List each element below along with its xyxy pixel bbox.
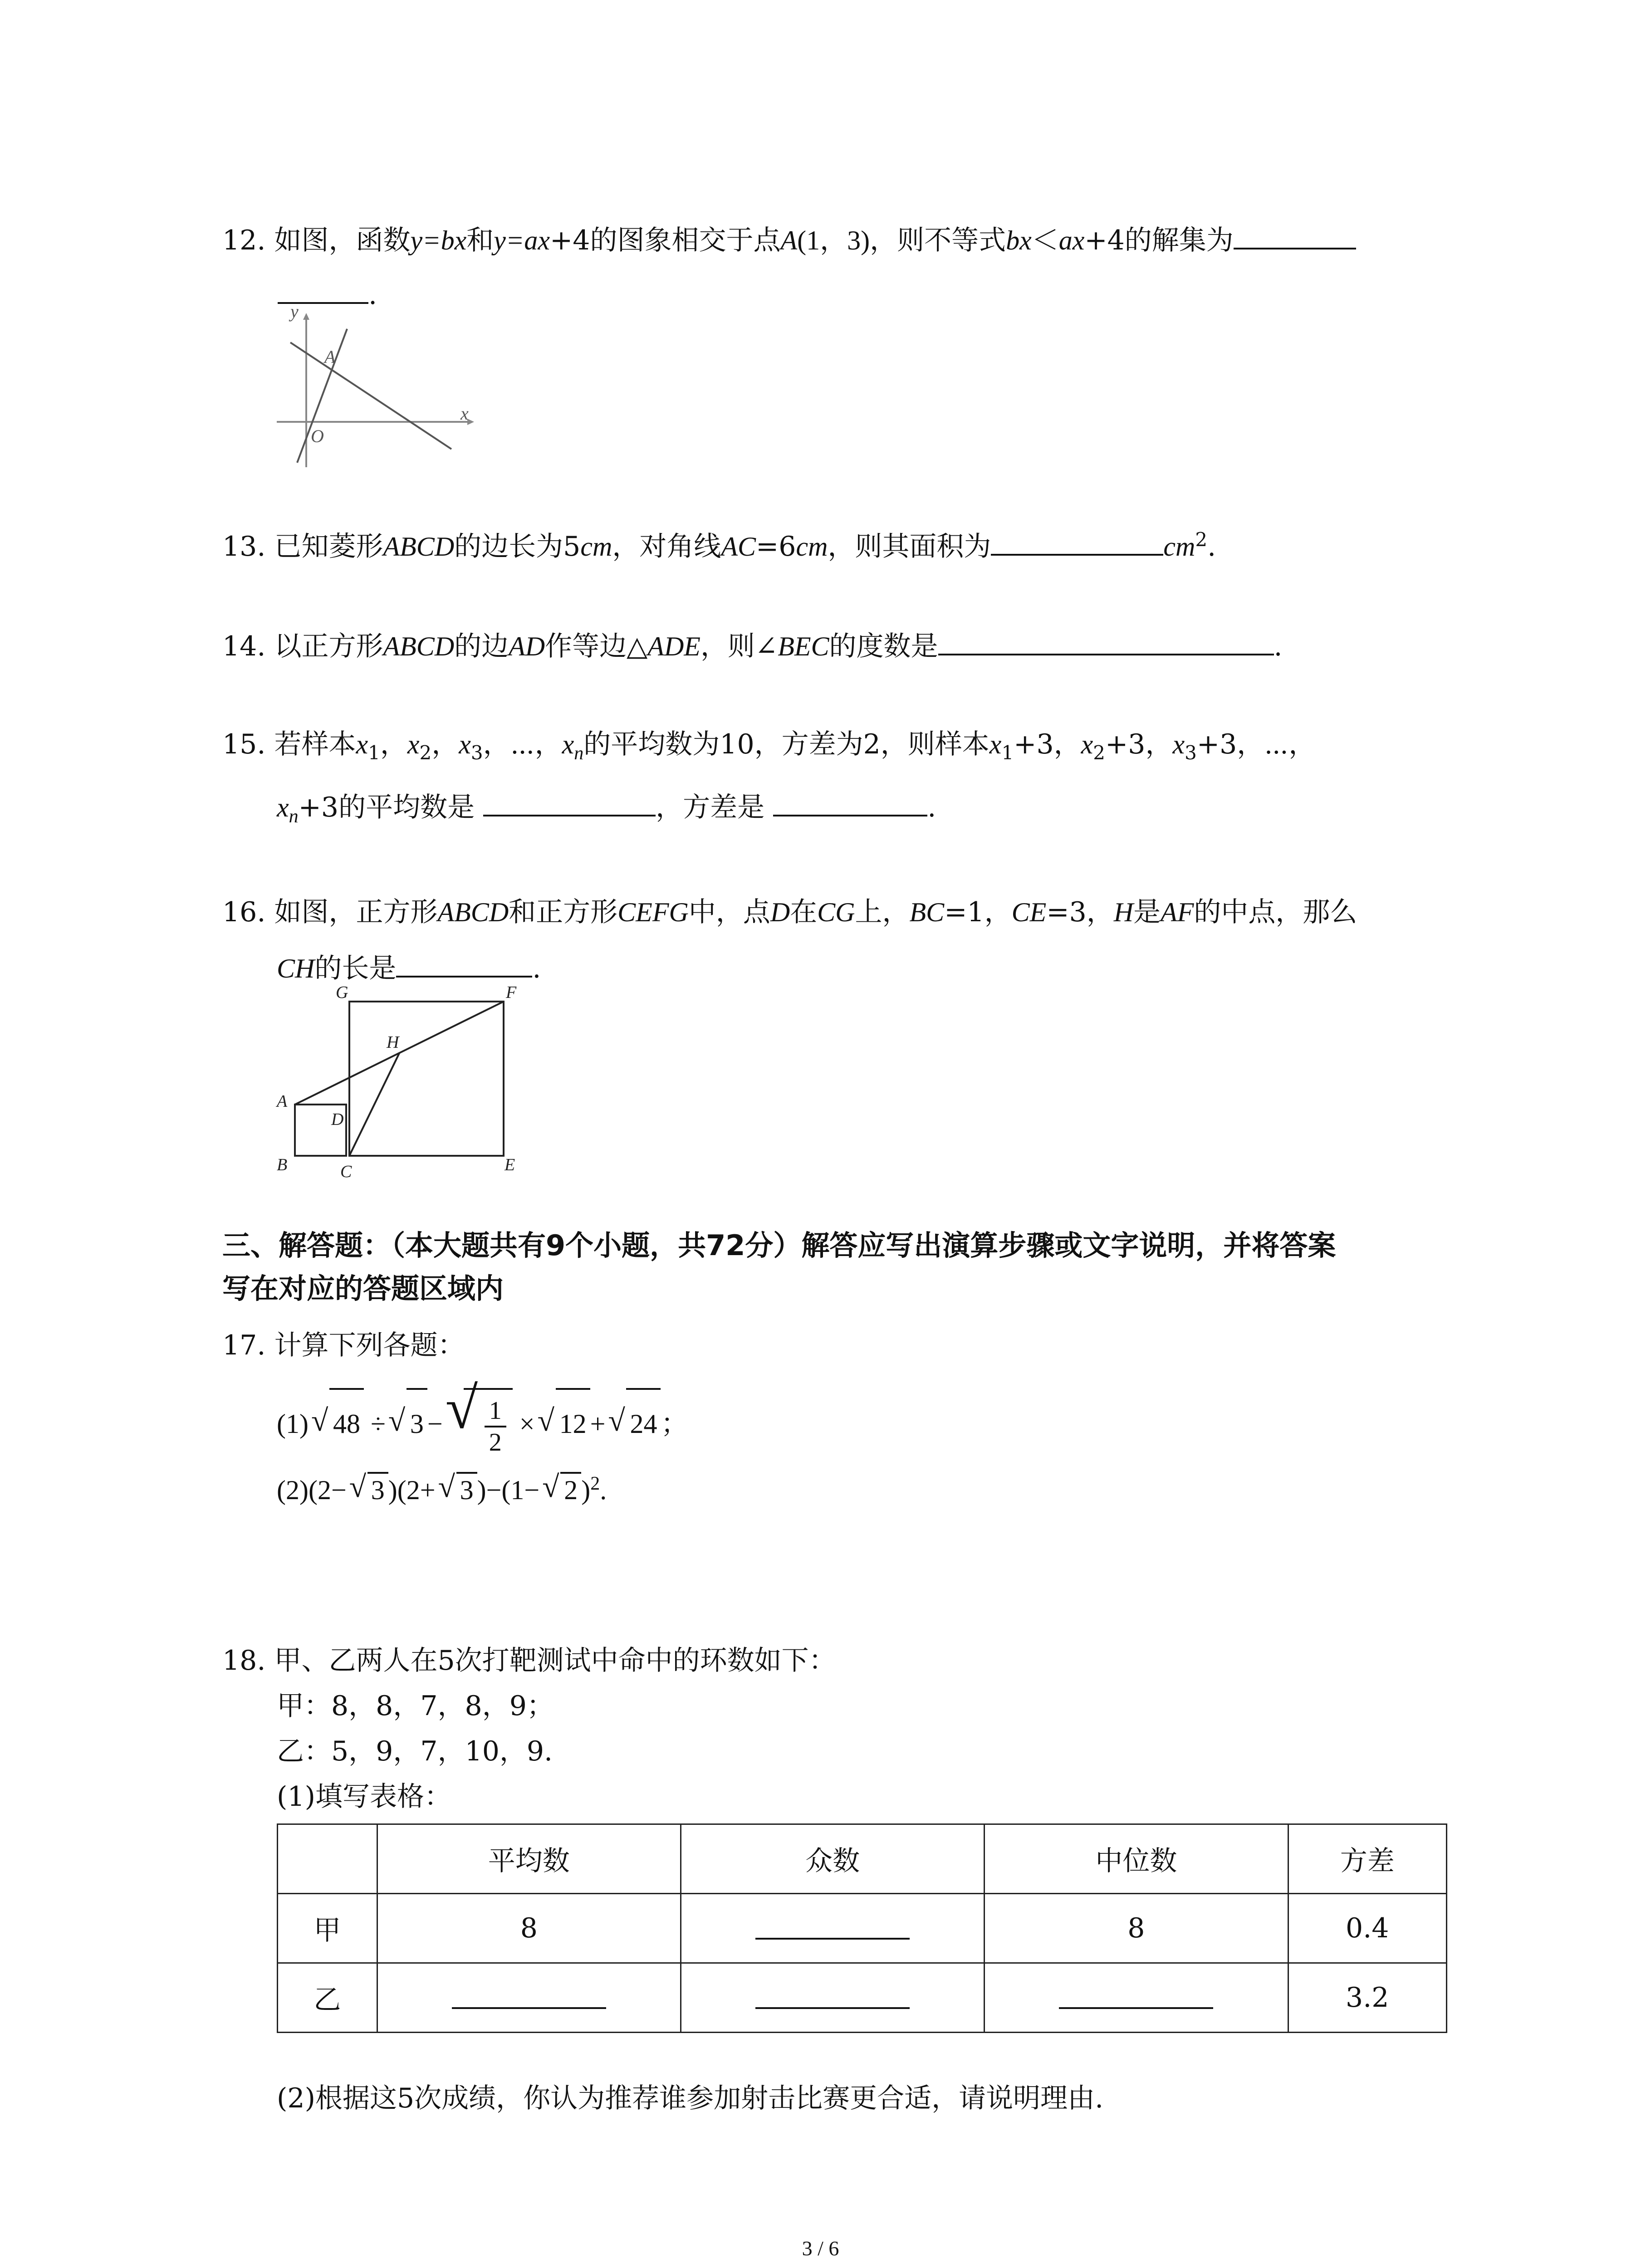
q16-number: 16. <box>222 896 266 928</box>
q18-number: 18. <box>222 1645 266 1677</box>
q14-line: 14. 以正方形ABCD的边AD作等边△ADE，则∠BEC的度数是 . <box>222 628 1283 663</box>
answer-blank[interactable] <box>755 1980 910 2009</box>
row-label: 乙 <box>278 1963 377 2033</box>
q14-number: 14. <box>222 631 266 662</box>
table-row <box>278 1894 1447 1963</box>
row-label: 甲 <box>278 1894 377 1963</box>
q16-figure <box>268 984 540 1179</box>
label-h: H <box>387 1033 399 1052</box>
point-a-label: A <box>324 347 336 367</box>
label-e: E <box>505 1155 515 1174</box>
q15-number: 15. <box>222 728 266 760</box>
cell-median: 8 <box>985 1894 1288 1963</box>
table-header-row <box>278 1824 1447 1894</box>
table-header <box>278 1824 377 1894</box>
cell-mean: 8 <box>377 1894 681 1963</box>
answer-blank[interactable] <box>991 528 1163 556</box>
q13-number: 13. <box>222 531 266 562</box>
label-g: G <box>336 984 348 1002</box>
q15-line1: 15. 若样本$x_1$，$x_2$，$x_3$，⋯，$x_n$的平均数为10，方差为2，则样本$x_1+3$，$x_2+3$，$x_3+3$，⋯， <box>222 728 1316 764</box>
label-d: D <box>331 1110 344 1129</box>
q17-part1: (1) √ 48 ÷ √ 3 − √ $\frac{1}{2}$ × √ 12 + √ 24 ； <box>277 1388 688 1458</box>
answer-blank[interactable] <box>278 277 368 304</box>
q13-line: 13. 已知菱形ABCD的边长为5cm，对角线AC=6cm，则其面积为 $cm^2$. <box>222 528 1216 562</box>
q15-line2: $x_n+3$的平均数是 ，方差是 . <box>277 789 936 824</box>
q18-yi-scores: 乙：5，9，7，10，9. <box>277 1735 553 1767</box>
cell-variance: 0.4 <box>1288 1894 1447 1963</box>
x-axis-label: x <box>460 403 469 424</box>
origin-label: O <box>311 426 324 446</box>
page-number: 3 / 6 <box>802 2237 839 2260</box>
cell-mode[interactable] <box>681 1963 984 2033</box>
q12-line2: . <box>278 277 377 311</box>
answer-blank[interactable] <box>452 1980 606 2009</box>
y-axis-label: y <box>290 308 299 322</box>
answer-blank[interactable] <box>1059 1980 1213 2009</box>
section-heading: 三、解答题：（本大题共有9个小题，共72分）解答应写出演算步骤或文字说明，并将答案 <box>222 1229 1336 1262</box>
q18-part2: (2)根据这5次成绩，你认为推荐谁参加射击比赛更合适，请说明理由. <box>277 2082 1104 2114</box>
answer-blank[interactable] <box>483 789 656 816</box>
q12-number: 12. <box>222 225 266 256</box>
table-row <box>278 1963 1447 2033</box>
q18-jia-scores: 甲：8，8，7，8，9； <box>277 1690 554 1722</box>
table-header: 众数 <box>681 1824 984 1894</box>
answer-blank[interactable] <box>396 950 532 978</box>
label-f: F <box>506 984 517 1002</box>
answer-blank[interactable] <box>773 789 927 816</box>
q17-title: 17. 计算下列各题： <box>222 1330 465 1361</box>
table-header: 平均数 <box>377 1824 681 1894</box>
score-table <box>277 1823 1447 2033</box>
answer-blank[interactable] <box>1234 222 1356 249</box>
q16-line1: 16. 如图，正方形ABCD和正方形CEFG中，点D在CG上，BC=1，CE=3，H是AF的中点，那么 <box>222 896 1357 928</box>
q12-figure <box>268 308 485 472</box>
q12-line1: 12. 如图，函数y=bx和y=ax+4的图象相交于点A(1，3)，则不等式bx＜ax+4的解集为 <box>222 222 1356 257</box>
q17-part2: (2)(2− √ 3 )(2+ √ 3 )−(1− √ 2 )$^2$. <box>277 1472 607 1506</box>
q18-title: 18. 甲、乙两人在5次打靶测试中命中的环数如下： <box>222 1645 836 1677</box>
table-header: 方差 <box>1288 1824 1447 1894</box>
answer-blank[interactable] <box>938 628 1274 655</box>
label-a: A <box>277 1092 288 1111</box>
answer-blank[interactable] <box>755 1911 910 1940</box>
label-c: C <box>340 1162 352 1179</box>
cell-median[interactable] <box>985 1963 1288 2033</box>
q18-part1: (1)填写表格： <box>277 1781 451 1813</box>
cell-mean[interactable] <box>377 1963 681 2033</box>
q16-line2: CH的长是 . <box>277 950 541 985</box>
cell-mode[interactable] <box>681 1894 984 1963</box>
section-heading-cont: 写在对应的答题区域内 <box>222 1272 504 1305</box>
cell-variance: 3.2 <box>1288 1963 1447 2033</box>
table-header: 中位数 <box>985 1824 1288 1894</box>
label-b: B <box>277 1155 288 1174</box>
q17-number: 17. <box>222 1330 266 1361</box>
